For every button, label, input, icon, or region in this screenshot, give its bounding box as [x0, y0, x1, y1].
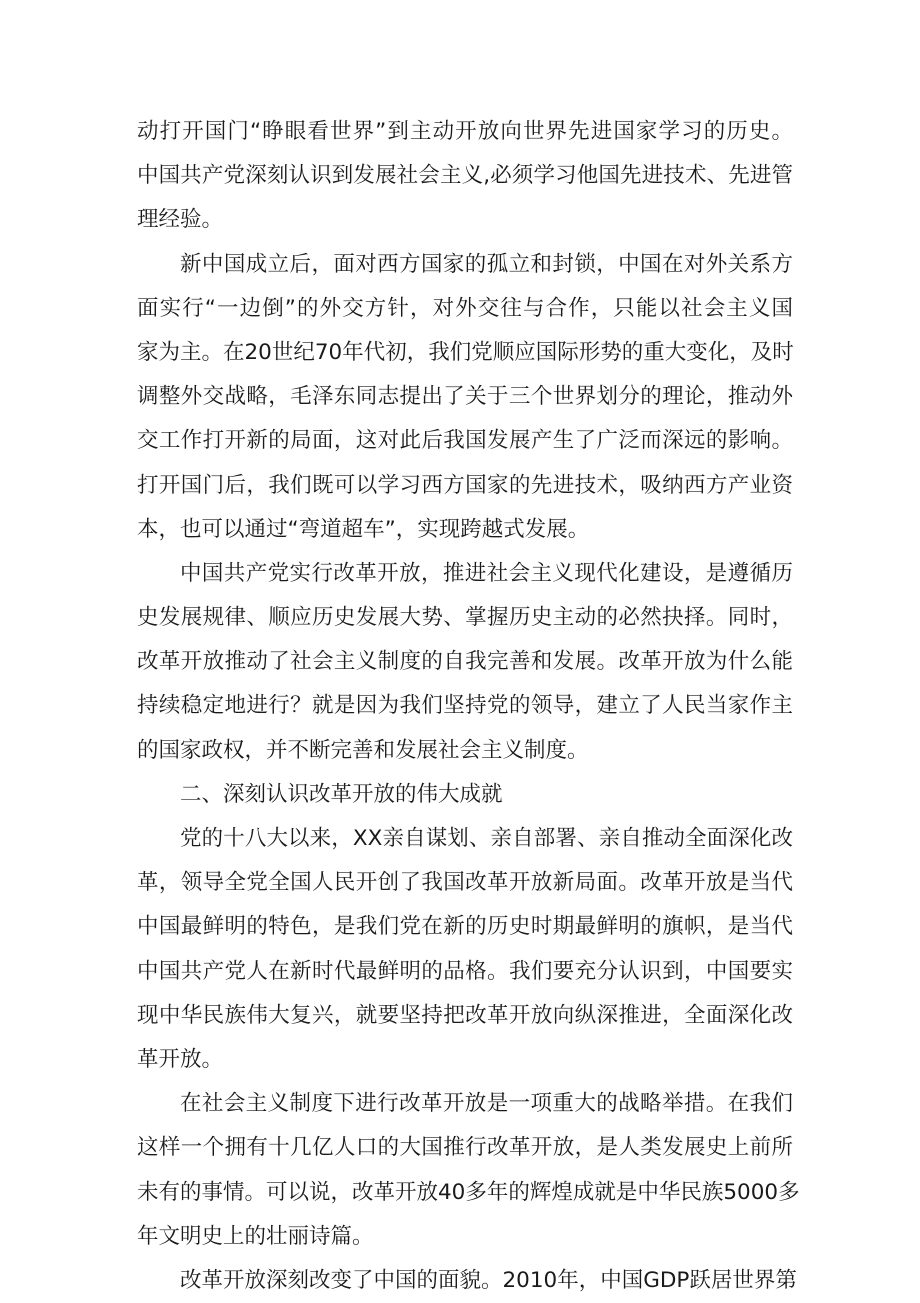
paragraph-line: 这样一个拥有十几亿人口的大国推行改革开放，是人类发展史上前所: [137, 1135, 793, 1161]
paragraph-line: 持续稳定地进行？就是因为我们坚持党的领导，建立了人民当家作主: [137, 693, 793, 719]
paragraph-line: 年文明史上的壮丽诗篇。: [137, 1223, 374, 1249]
paragraph-line: 在社会主义制度下进行改革开放是一项重大的战略举措。在我们: [180, 1091, 793, 1117]
paragraph-line: 打开国门后，我们既可以学习西方国家的先进技术，吸纳西方产业资: [137, 472, 793, 498]
paragraph-line: 史发展规律、顺应历史发展大势、掌握历史主动的必然抉择。同时，: [137, 605, 793, 631]
paragraph-line: 调整外交战略，毛泽东同志提出了关于三个世界划分的理论，推动外: [137, 384, 793, 410]
paragraph-line: 中国共产党深刻认识到发展社会主义,必须学习他国先进技术、先进管: [137, 163, 793, 189]
paragraph-line: 改革开放推动了社会主义制度的自我完善和发展。改革开放为什么能: [137, 649, 793, 675]
paragraph-line: 未有的事情。可以说，改革开放40多年的辉煌成就是中华民族5000多: [137, 1179, 800, 1205]
paragraph-line: 的国家政权，并不断完善和发展社会主义制度。: [137, 737, 589, 763]
document-body: [137, 110, 800, 1303]
section-heading: 二、深刻认识改革开放的伟大成就: [180, 781, 503, 807]
paragraph-line: 革，领导全党全国人民开创了我国改革开放新局面。改革开放是当代: [137, 870, 793, 896]
paragraph-line: 新中国成立后，面对西方国家的孤立和封锁，中国在对外关系方: [180, 251, 793, 277]
paragraph-line: 革开放。: [137, 1046, 224, 1072]
paragraph-line: 党的十八大以来，XX亲自谋划、亲自部署、亲自推动全面深化改: [180, 826, 793, 851]
paragraph-line: 中国最鲜明的特色，是我们党在新的历史时期最鲜明的旗帜，是当代: [137, 914, 793, 940]
paragraph-line: 中国共产党人在新时代最鲜明的品格。我们要充分认识到，中国要实: [137, 958, 793, 984]
paragraph-line: 本，也可以通过“弯道超车”，实现跨越式发展。: [137, 516, 590, 542]
paragraph-line: 面实行“一边倒”的外交方针，对外交往与合作，只能以社会主义国: [137, 295, 793, 321]
paragraph-line: 改革开放深刻改变了中国的面貌。2010年，中国GDP跃居世界第: [180, 1267, 797, 1293]
paragraph-line: 现中华民族伟大复兴，就要坚持把改革开放向纵深推进，全面深化改: [137, 1002, 793, 1028]
paragraph-line: 理经验。: [137, 207, 224, 233]
paragraph-line: 中国共产党实行改革开放，推进社会主义现代化建设，是遵循历: [180, 560, 793, 586]
paragraph-line: 家为主。在20世纪70年代初，我们党顺应国际形势的重大变化，及时: [137, 339, 794, 365]
paragraph-line: 交工作打开新的局面，这对此后我国发展产生了广泛而深远的影响。: [137, 428, 793, 454]
paragraph-line: 动打开国门“睁眼看世界”到主动开放向世界先进国家学习的历史。: [137, 119, 793, 144]
